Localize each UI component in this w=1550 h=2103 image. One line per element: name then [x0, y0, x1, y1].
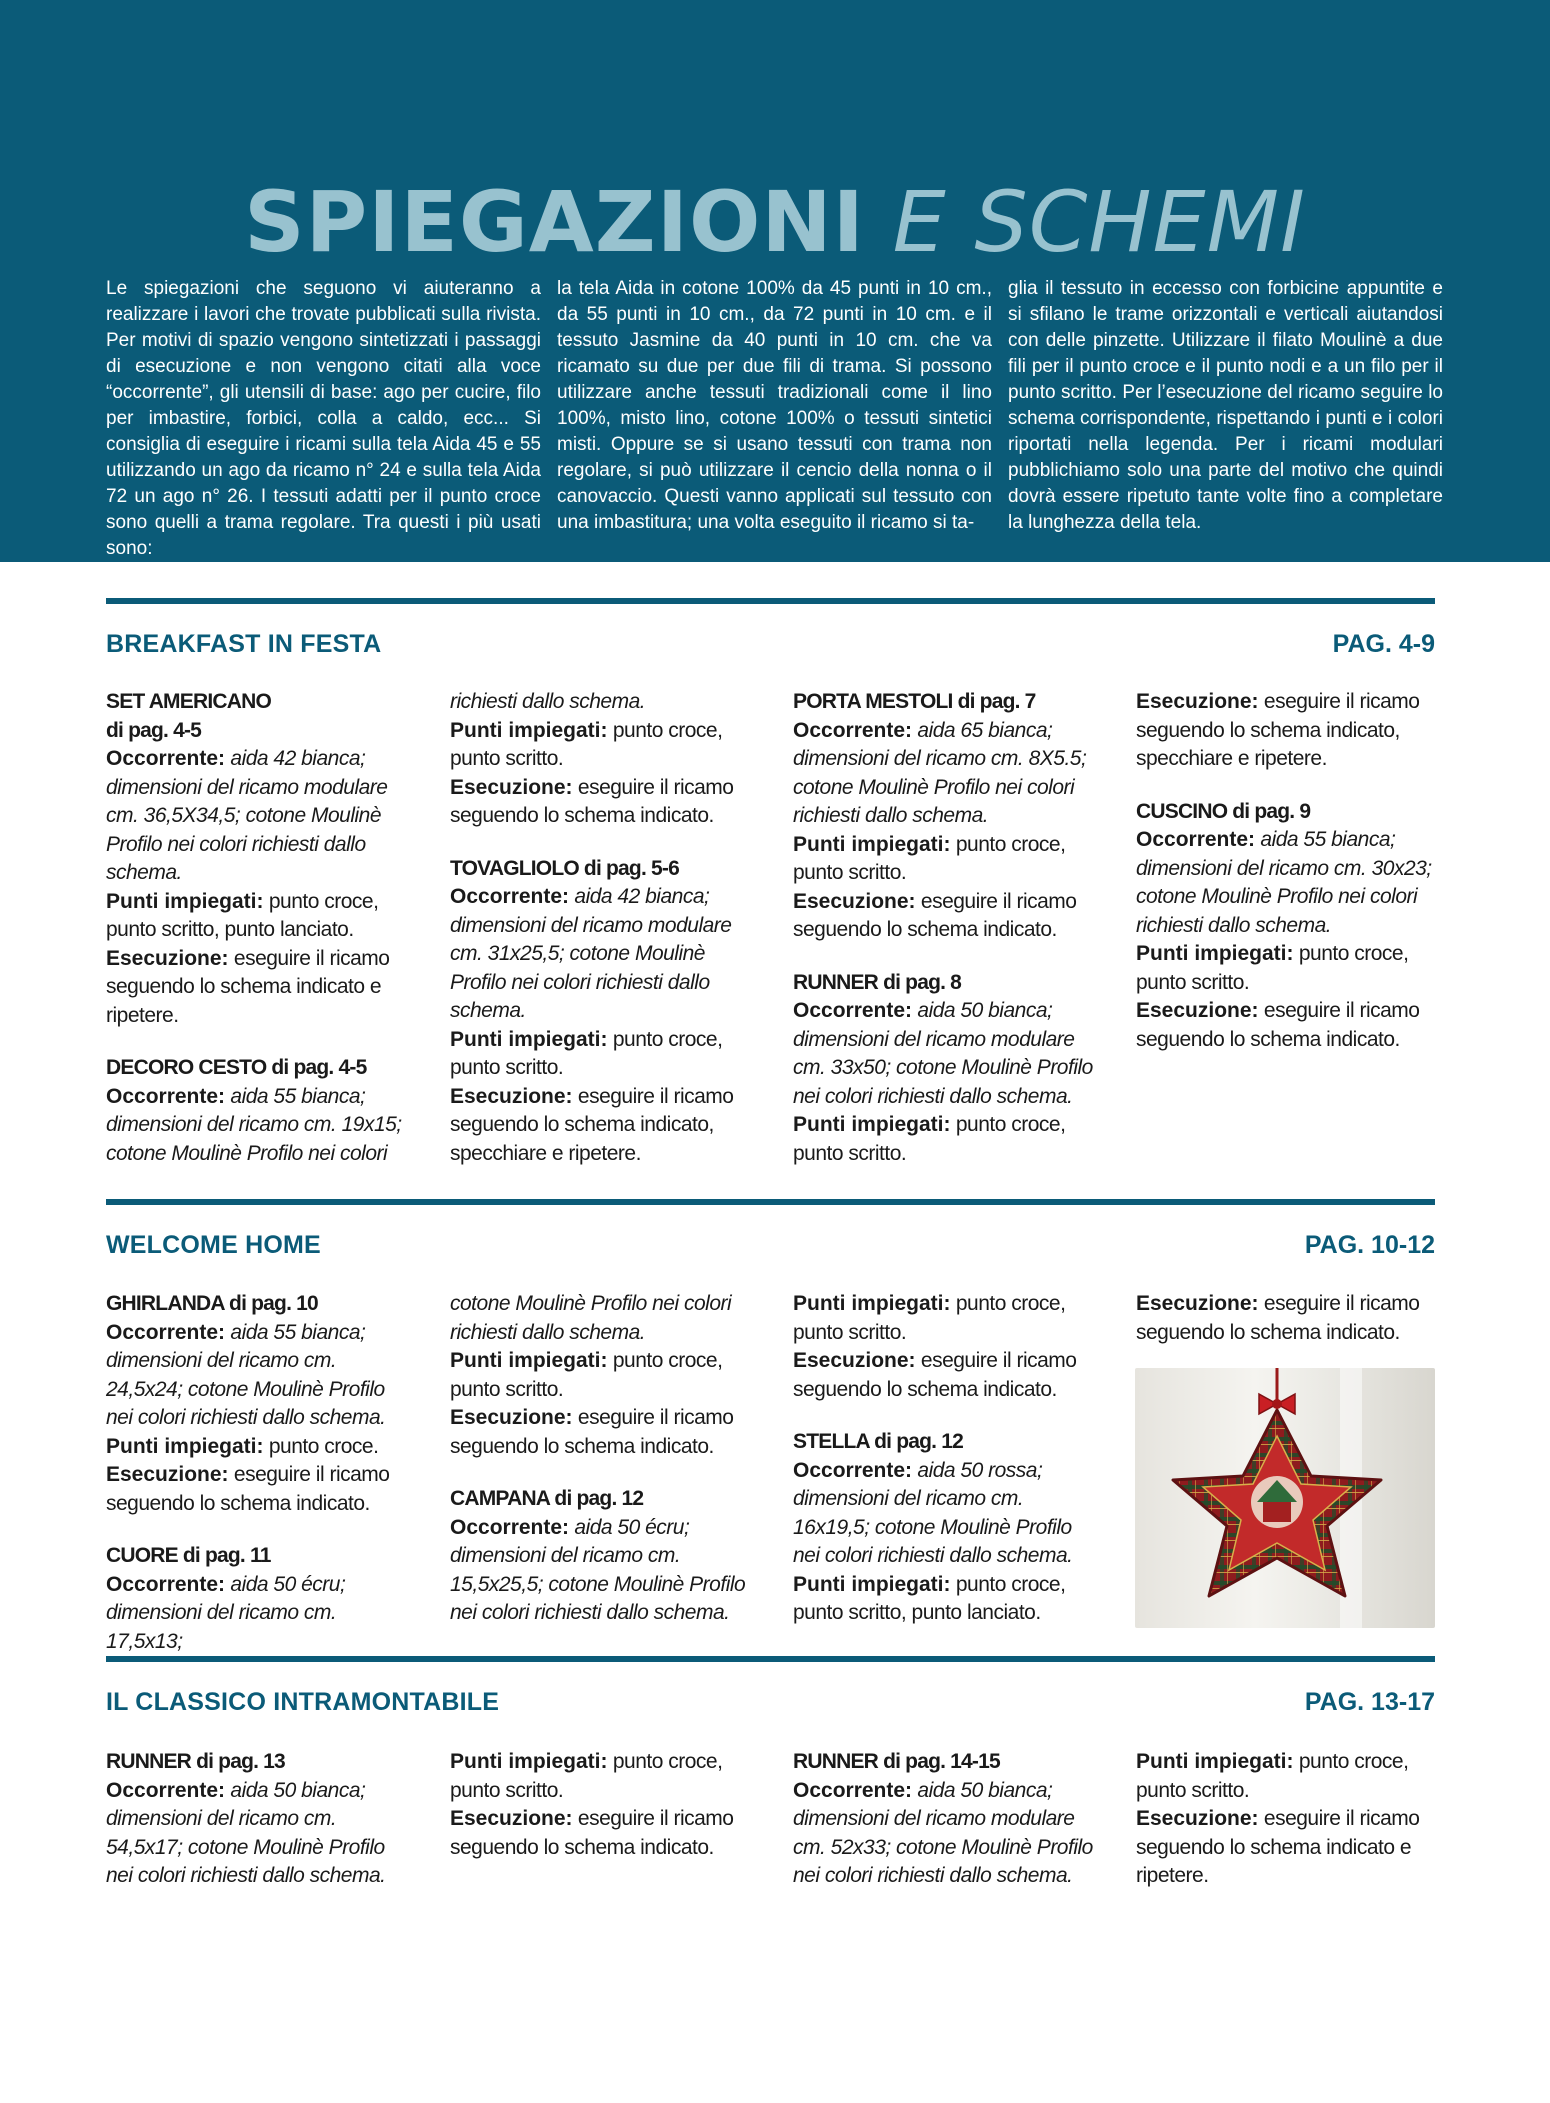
esecuzione-text: eseguire il ricamo seguendo lo schema indicato, specchiare e ripetere.: [1136, 690, 1420, 770]
column: [450, 1290, 754, 1652]
label-occorrente: Occorrente:: [450, 885, 570, 908]
label-occorrente: Occorrente:: [106, 747, 226, 770]
label-punti: Punti impiegati:: [793, 1113, 951, 1136]
item-cuore: [106, 1542, 410, 1656]
item-decoro-cesto-cont: [450, 688, 754, 831]
label-esecuzione: Esecuzione:: [106, 946, 229, 970]
punti-text: punto croce, punto scritto.: [793, 1113, 1066, 1165]
title-light: E SCHEMI: [892, 173, 1306, 271]
column: [106, 1290, 410, 1680]
label-occorrente: Occorrente:: [793, 1458, 913, 1482]
item-heading: CUSCINO di pag. 9: [1136, 799, 1311, 823]
esecuzione-text: eseguire il ricamo seguendo lo schema indicato.: [450, 775, 734, 827]
label-occorrente: Occorrente:: [793, 999, 913, 1022]
item-heading: SET AMERICANO: [106, 690, 271, 713]
column: [450, 1748, 754, 1886]
esecuzione-text: eseguire il ricamo seguendo lo schema indicato.: [450, 1406, 734, 1458]
page-title: [0, 172, 1550, 272]
punti-text: punto croce, punto scritto.: [450, 1027, 723, 1079]
occorrente-text: aida 42 bianca; dimensioni del ricamo modulare cm. 36,5X34,5; cotone Moulinè Profilo nei colori richiesti dallo schema.: [106, 747, 388, 884]
item-runner-13: [106, 1748, 410, 1891]
label-esecuzione: Esecuzione:: [450, 1807, 573, 1830]
occorrente-text: aida 50 écru; dimensioni del ricamo cm. 15,5x25,5; cotone Moulinè Profilo nei colori richiesti dallo schema.: [450, 1515, 746, 1624]
column: [106, 1748, 410, 1915]
occorrente-text: aida 50 écru; dimensioni del ricamo cm. 17,5x13;: [106, 1572, 346, 1653]
punti-text: punto croce, punto scritto.: [450, 1349, 723, 1401]
label-esecuzione: Esecuzione:: [106, 1463, 229, 1486]
occorrente-text: aida 55 bianca; dimensioni del ricamo cm. 19x15; cotone Moulinè Profilo nei colori: [106, 1084, 402, 1165]
esecuzione-text: eseguire il ricamo seguendo lo schema indicato.: [106, 1463, 390, 1515]
punti-text: punto croce.: [268, 1434, 379, 1458]
header-band: [0, 0, 1550, 562]
label-occorrente: Occorrente:: [793, 1778, 913, 1802]
label-esecuzione: Esecuzione:: [450, 1084, 573, 1108]
title-bold: SPIEGAZIONI: [244, 173, 865, 271]
item-heading-page: di pag. 4-5: [106, 718, 202, 742]
punti-text: punto croce, punto scritto.: [450, 718, 723, 770]
column: [793, 1290, 1097, 1652]
intro-column-2: la tela Aida in cotone 100% da 45 punti in 10 cm., da 55 punti in 10 cm., da 72 punti in 10 cm. e il tessuto Jasmine da 40 punti in 10 cm. che va ricamato su due per due fili di trama. Si possono utilizzare anche tessuti tradizionali come il lino 100%, misto lino, cotone 100% o tessuti sintetici misti. Oppure se si usano tessuti con trama non regolare, si può utilizzare il cencio della nonna o il canovaccio. Questi vanno applicati sul tessuto con una imbastitura; una volta eseguito il ricamo si ta-: [557, 278, 992, 533]
label-punti: Punti impiegati:: [450, 1750, 608, 1773]
label-esecuzione: Esecuzione:: [450, 1406, 573, 1429]
column: [1136, 1748, 1440, 1915]
esecuzione-text: eseguire il ricamo seguendo lo schema indicato.: [793, 889, 1077, 941]
item-tovagliolo: [450, 855, 754, 1169]
occorrente-text: aida 50 bianca; dimensioni del ricamo modulare cm. 52x33; cotone Moulinè Profilo nei colori richiesti dallo schema.: [793, 1778, 1093, 1887]
label-punti: Punti impiegati:: [450, 718, 608, 742]
punti-text: punto croce, punto scritto, punto lanciato.: [106, 889, 379, 941]
section-page: PAG. 4-9: [1332, 630, 1435, 658]
item-cuscino: [1136, 798, 1440, 1055]
item-heading: RUNNER di pag. 8: [793, 970, 962, 994]
item-stella-cont: [1136, 1290, 1440, 1347]
section-divider: [106, 1199, 1435, 1205]
item-decoro-cesto: [106, 1054, 410, 1168]
star-ornament-photo: [1135, 1368, 1435, 1628]
label-punti: Punti impiegati:: [1136, 942, 1294, 965]
column: [793, 688, 1097, 1192]
occorrente-text-cont: richiesti dallo schema.: [450, 690, 646, 713]
occorrente-text: aida 50 rossa; dimensioni del ricamo cm. 16x19,5; cotone Moulinè Profilo nei colori richiesti dallo schema.: [793, 1458, 1073, 1567]
punti-text: punto croce, punto scritto.: [1136, 1750, 1409, 1802]
item-set-americano: [106, 688, 410, 1030]
column: [793, 1748, 1097, 1915]
esecuzione-text: eseguire il ricamo seguendo lo schema indicato, specchiare e ripetere.: [450, 1084, 734, 1165]
column: [450, 688, 754, 1192]
occorrente-text: aida 65 bianca; dimensioni del ricamo cm. 8X5.5; cotone Moulinè Profilo nei colori richiesti dallo schema.: [793, 718, 1087, 827]
punti-text: punto croce, punto scritto.: [1136, 942, 1409, 994]
label-esecuzione: Esecuzione:: [1136, 1292, 1259, 1315]
item-heading: CUORE di pag. 11: [106, 1544, 271, 1567]
item-runner-cont: [1136, 688, 1440, 774]
label-occorrente: Occorrente:: [793, 718, 913, 742]
section-title: IL CLASSICO INTRAMONTABILE: [106, 1688, 500, 1716]
item-heading: DECORO CESTO di pag. 4-5: [106, 1056, 367, 1079]
label-punti: Punti impiegati:: [106, 1434, 264, 1458]
label-punti: Punti impiegati:: [793, 1292, 951, 1315]
label-occorrente: Occorrente:: [106, 1320, 226, 1344]
label-occorrente: Occorrente:: [106, 1084, 226, 1108]
label-esecuzione: Esecuzione:: [793, 1349, 916, 1372]
item-runner-13-cont: [450, 1748, 754, 1862]
label-punti: Punti impiegati:: [793, 1572, 951, 1596]
item-cuore-cont: [450, 1290, 754, 1461]
item-heading: PORTA MESTOLI di pag. 7: [793, 690, 1036, 713]
item-stella: [793, 1428, 1097, 1628]
esecuzione-text: eseguire il ricamo seguendo lo schema indicato e ripetere.: [1136, 1807, 1420, 1887]
occorrente-text: aida 55 bianca; dimensioni del ricamo cm. 24,5x24; cotone Moulinè Profilo nei colori richiesti dallo schema.: [106, 1320, 386, 1429]
occorrente-text-cont: cotone Moulinè Profilo nei colori richiesti dallo schema.: [450, 1292, 732, 1344]
punti-text: punto croce, punto scritto.: [793, 832, 1066, 884]
esecuzione-text: eseguire il ricamo seguendo lo schema indicato e ripetere.: [106, 946, 390, 1027]
occorrente-text: aida 55 bianca; dimensioni del ricamo cm. 30x23; cotone Moulinè Profilo nei colori richiesti dallo schema.: [1136, 828, 1432, 937]
label-punti: Punti impiegati:: [450, 1349, 608, 1372]
occorrente-text: aida 42 bianca; dimensioni del ricamo modulare cm. 31x25,5; cotone Moulinè Profilo nei colori richiesti dallo schema.: [450, 885, 732, 1022]
label-esecuzione: Esecuzione:: [793, 889, 916, 913]
label-punti: Punti impiegati:: [106, 889, 264, 913]
section-title: BREAKFAST IN FESTA: [106, 630, 382, 658]
esecuzione-text: eseguire il ricamo seguendo lo schema indicato.: [1136, 999, 1420, 1051]
punti-text: punto croce, punto scritto.: [450, 1750, 723, 1802]
label-esecuzione: Esecuzione:: [1136, 690, 1259, 713]
section-page: PAG. 13-17: [1304, 1688, 1435, 1716]
item-porta-mestoli: [793, 688, 1097, 945]
label-esecuzione: Esecuzione:: [450, 775, 573, 799]
item-ghirlanda: [106, 1290, 410, 1518]
item-heading: STELLA di pag. 12: [793, 1430, 963, 1453]
column: [1136, 688, 1440, 1078]
item-heading: RUNNER di pag. 14-15: [793, 1750, 1000, 1773]
section-divider: [106, 1656, 1435, 1662]
label-esecuzione: Esecuzione:: [1136, 999, 1259, 1022]
item-heading: GHIRLANDA di pag. 10: [106, 1292, 318, 1315]
item-runner-14-15-cont: [1136, 1748, 1440, 1891]
item-heading: RUNNER di pag. 13: [106, 1750, 285, 1773]
esecuzione-text: eseguire il ricamo seguendo lo schema indicato.: [1136, 1292, 1420, 1344]
section-divider: [106, 598, 1435, 604]
star-ornament-icon: [1135, 1368, 1435, 1628]
label-occorrente: Occorrente:: [106, 1572, 226, 1596]
item-heading: TOVAGLIOLO di pag. 5-6: [450, 856, 679, 880]
item-runner: [793, 969, 1097, 1169]
item-runner-14-15: [793, 1748, 1097, 1891]
column: [106, 688, 410, 1192]
section-title: WELCOME HOME: [106, 1231, 321, 1259]
item-campana-cont: [793, 1290, 1097, 1404]
punti-text: punto croce, punto scritto, punto lanciato.: [793, 1572, 1066, 1624]
occorrente-text: aida 50 bianca; dimensioni del ricamo cm. 54,5x17; cotone Moulinè Profilo nei colori richiesti dallo schema.: [106, 1778, 386, 1887]
esecuzione-text: eseguire il ricamo seguendo lo schema indicato.: [793, 1349, 1077, 1401]
item-heading: CAMPANA di pag. 12: [450, 1487, 644, 1510]
label-punti: Punti impiegati:: [450, 1027, 608, 1051]
label-occorrente: Occorrente:: [450, 1515, 570, 1539]
occorrente-text: aida 50 bianca; dimensioni del ricamo modulare cm. 33x50; cotone Moulinè Profilo nei colori richiesti dallo schema.: [793, 999, 1093, 1108]
item-campana: [450, 1485, 754, 1628]
label-occorrente: Occorrente:: [106, 1778, 226, 1802]
intro-column-1: Le spiegazioni che seguono vi aiuteranno a realizzare i lavori che trovate pubblicati sulla rivista. Per motivi di spazio vengono sintetizzati i passaggi di esecuzione e non vengono citati alla voce “occorrente”, gli utensili di base: ago per cucire, filo per imbastire, forbici, colla a caldo, ecc... Si consiglia di eseguire i ricami sulla tela Aida 45 e 55 utilizzando un ago da ricamo n° 24 e sulla tela Aida 72 un ago n° 26. I tessuti adatti per il punto croce sono quelli a trama regolare. Tra questi i più usati sono:: [106, 278, 541, 559]
punti-text: punto croce, punto scritto.: [793, 1292, 1066, 1344]
esecuzione-text: eseguire il ricamo seguendo lo schema indicato.: [450, 1807, 734, 1859]
intro-column-3: glia il tessuto in eccesso con forbicine appuntite e si sfilano le trame orizzontali e verticali aiutandosi con delle pinzette. Utilizzare il filato Moulinè a due fili per il punto croce e il punto nodi e a un filo per il punto scritto. Per l’esecuzione del ricamo seguire lo schema corrispondente, rispettando i punti e i colori riportati nella legenda. Per i ricami modulari pubblichiamo solo una parte del motivo che quindi dovrà essere ripetuto tante volte fino a completare la lunghezza della tela.: [1008, 278, 1443, 533]
section-page: PAG. 10-12: [1304, 1231, 1435, 1259]
label-punti: Punti impiegati:: [793, 832, 951, 856]
column: [1136, 1290, 1440, 1371]
label-punti: Punti impiegati:: [1136, 1750, 1294, 1773]
label-occorrente: Occorrente:: [1136, 828, 1256, 851]
label-esecuzione: Esecuzione:: [1136, 1807, 1259, 1830]
